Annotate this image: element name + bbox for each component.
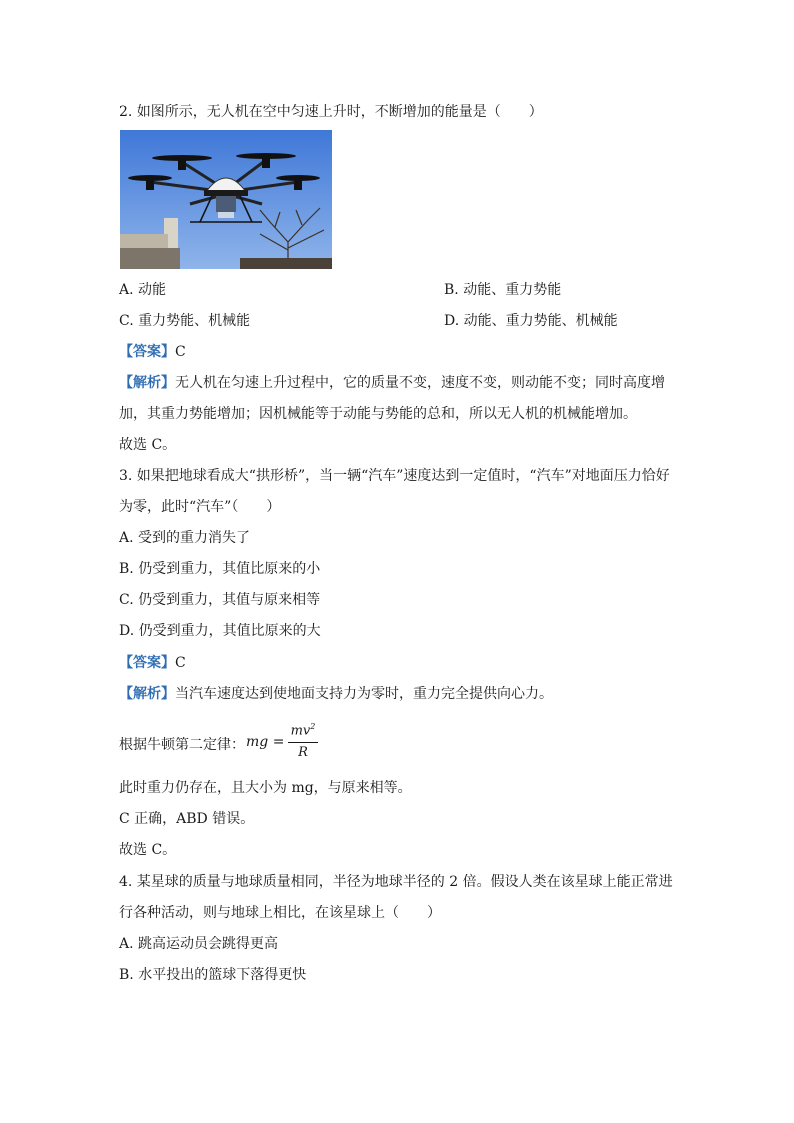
formula-numerator-text: mv — [290, 723, 311, 739]
formula-numerator — [288, 722, 318, 738]
answer-value: C — [175, 344, 186, 360]
answer-tag: 【答案】 — [119, 655, 175, 671]
q3-analysis-line-1 — [119, 684, 553, 704]
answer-tag: 【答案】 — [119, 344, 175, 360]
q3-answer — [119, 653, 186, 673]
q2-stem: 2. 如图所示，无人机在空中匀速上升时，不断增加的能量是（ ） — [119, 104, 543, 120]
answer-value: C — [175, 655, 186, 671]
q2-option-d: D. 动能、重力势能、机械能 — [444, 313, 618, 329]
formula-label: 根据牛顿第二定律： — [119, 737, 245, 753]
q2-answer — [119, 342, 186, 362]
q2-conclusion: 故选 C。 — [119, 437, 177, 453]
q3-option-d: D. 仍受到重力，其值比原来的大 — [119, 623, 321, 639]
formula-exponent: 2 — [310, 722, 316, 731]
q3-stem-line-1: 3. 如果把地球看成大“拱形桥”，当一辆“汽车”速度达到一定值时，“汽车”对地面压力恰好 — [119, 468, 670, 484]
q4-stem-line-1: 4. 某星球的质量与地球质量相同，半径为地球半径的 2 倍。假设人类在该星球上能正常进 — [119, 874, 673, 890]
analysis-text: 当汽车速度达到使地面支持力为零时，重力完全提供向心力。 — [175, 686, 553, 702]
formula-denominator: R — [298, 745, 308, 760]
q3-line-a: 此时重力仍存在，且大小为 mg，与原来相等。 — [119, 780, 412, 796]
drone-photo — [120, 130, 332, 269]
q2-option-b: B. 动能、重力势能 — [444, 282, 562, 298]
q3-option-c: C. 仍受到重力，其值与原来相等 — [119, 592, 321, 608]
q2-option-a: A. 动能 — [119, 282, 167, 298]
q3-conclusion: 故选 C。 — [119, 842, 177, 858]
q4-stem-line-2: 行各种活动，则与地球上相比，在该星球上（ ） — [119, 905, 441, 921]
q3-option-a: A. 受到的重力消失了 — [119, 530, 251, 546]
q2-analysis-line-1 — [119, 373, 665, 393]
q2-option-c: C. 重力势能、机械能 — [119, 313, 251, 329]
q3-stem-line-2: 为零，此时“汽车”（ ） — [119, 499, 281, 515]
q4-option-a: A. 跳高运动员会跳得更高 — [119, 936, 279, 952]
q3-line-b: C 正确，ABD 错误。 — [119, 811, 255, 827]
q3-option-b: B. 仍受到重力，其值比原来的小 — [119, 561, 321, 577]
analysis-tag: 【解析】 — [119, 375, 175, 391]
fraction-bar — [288, 742, 318, 743]
analysis-text: 无人机在匀速上升过程中，它的质量不变，速度不变，则动能不变；同时高度增 — [175, 375, 665, 391]
q2-analysis-line-2: 加，其重力势能增加；因机械能等于动能与势能的总和，所以无人机的机械能增加。 — [119, 406, 637, 422]
q4-option-b: B. 水平投出的篮球下落得更快 — [119, 967, 307, 983]
analysis-tag: 【解析】 — [119, 686, 175, 702]
formula-lhs: mg = — [246, 734, 285, 750]
